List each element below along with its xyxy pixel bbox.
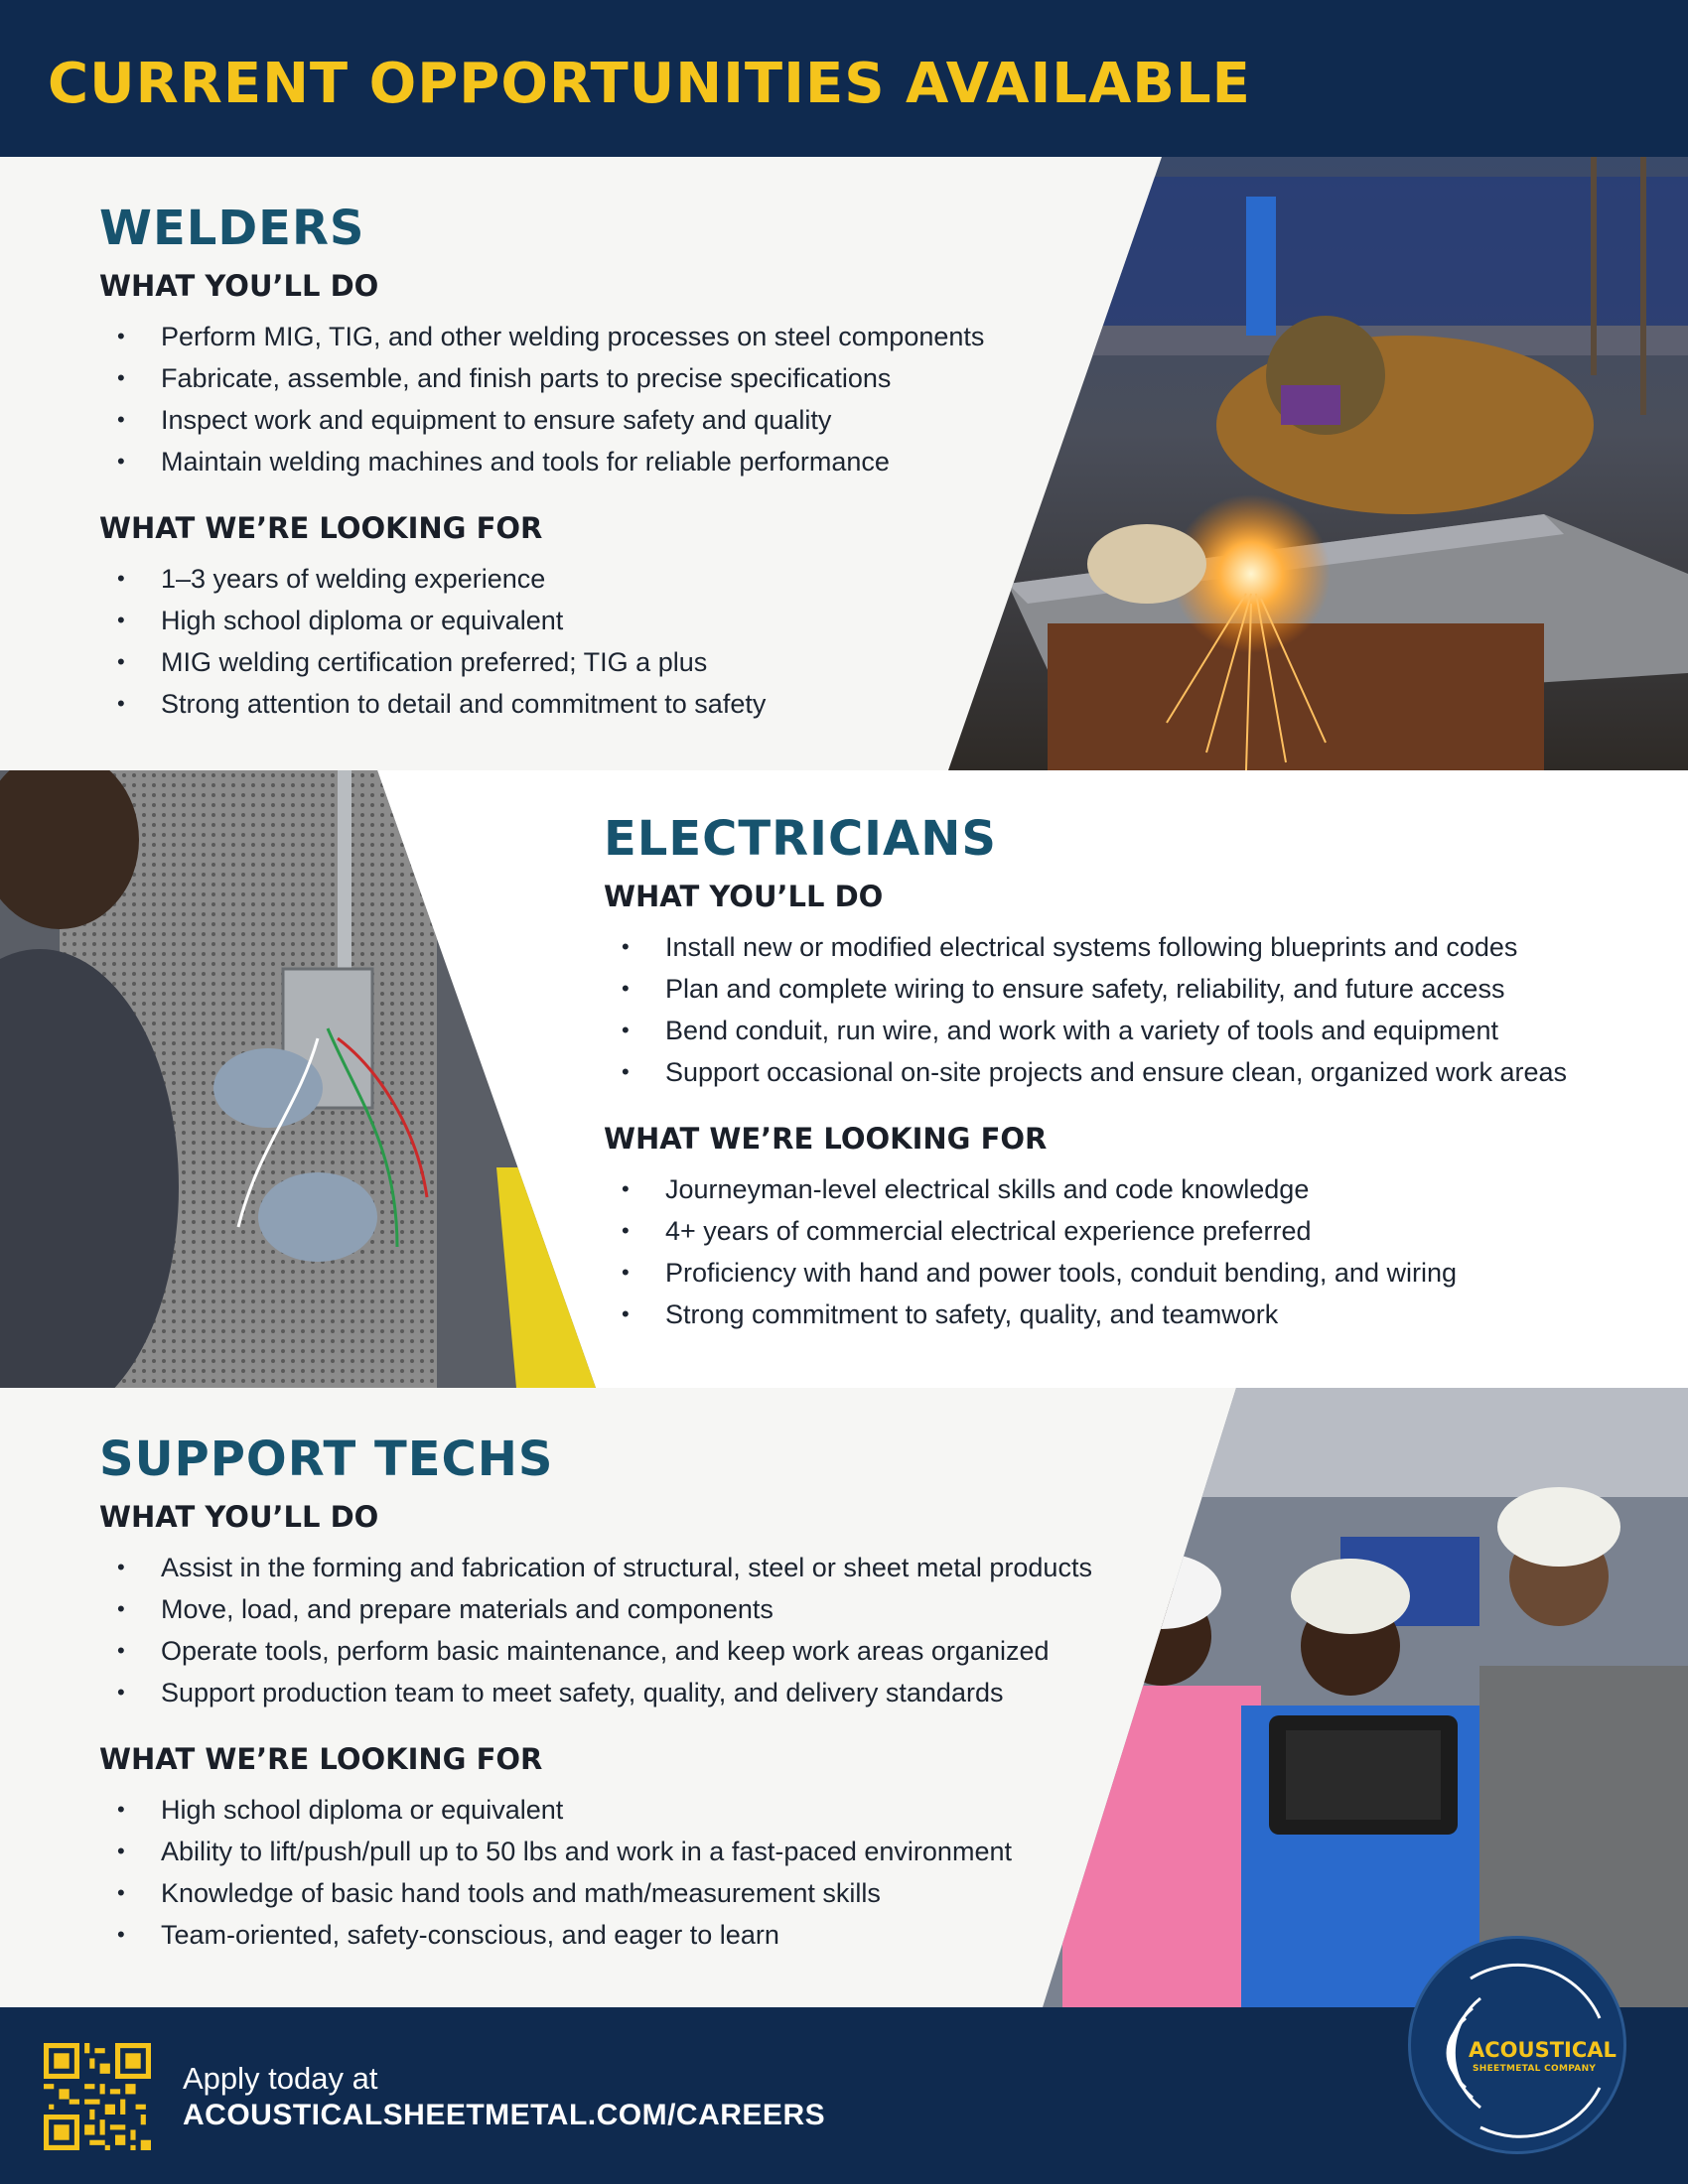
welders-look-list [99,558,993,725]
support-techs-section [99,1430,1162,1956]
logo-subtitle: SHEETMETAL COMPANY [1473,2064,1597,2074]
support-techs-do-list [99,1547,1162,1713]
company-logo [1408,1936,1626,2154]
electricians-look-list [604,1168,1656,1335]
list-item: • Strong commitment to safety, quality, and teamwork [604,1294,1656,1335]
list-item: • High school diploma or equivalent [99,1789,1162,1831]
support-techs-look-list [99,1789,1162,1956]
apply-label: Apply today at [183,2061,378,2096]
list-item: • Team-oriented, safety-conscious, and eager to learn [99,1914,1162,1956]
support-techs-title: SUPPORT TECHS [99,1432,554,1487]
list-item: • Strong attention to detail and commitment to safety [99,683,993,725]
electricians-title: ELECTRICIANS [604,811,997,867]
list-item: • Perform MIG, TIG, and other welding processes on steel components [99,316,993,357]
qr-code-icon[interactable] [44,2043,151,2150]
electricians-look-heading: WHAT WE’RE LOOKING FOR [604,1122,1048,1156]
list-item: • Assist in the forming and fabrication of structural, steel or sheet metal products [99,1547,1162,1588]
electricians-do-list [604,926,1656,1093]
list-item: • Plan and complete wiring to ensure safety, reliability, and future access [604,968,1656,1010]
list-item: • Bend conduit, run wire, and work with a variety of tools and equipment [604,1010,1656,1051]
list-item: • High school diploma or equivalent [99,600,993,641]
list-item: • Knowledge of basic hand tools and math/measurement skills [99,1872,1162,1914]
support-techs-look-heading: WHAT WE’RE LOOKING FOR [99,1742,543,1776]
list-item: • Support production team to meet safety, quality, and delivery standards [99,1672,1162,1713]
careers-link[interactable]: ACOUSTICALSHEETMETAL.COM/CAREERS [183,2099,826,2131]
list-item: • Inspect work and equipment to ensure safety and quality [99,399,993,441]
list-item: • Support occasional on-site projects and ensure clean, organized work areas [604,1051,1656,1093]
list-item: • MIG welding certification preferred; TIG a plus [99,641,993,683]
logo-name: ACOUSTICAL [1469,2038,1617,2062]
list-item: • Move, load, and prepare materials and components [99,1588,1162,1630]
list-item: • Install new or modified electrical systems following blueprints and codes [604,926,1656,968]
support-techs-do-heading: WHAT YOU’LL DO [99,1500,379,1534]
page-title: CURRENT OPPORTUNITIES AVAILABLE [48,52,1251,116]
list-item: • Fabricate, assemble, and finish parts to precise specifications [99,357,993,399]
list-item: • Ability to lift/push/pull up to 50 lbs and work in a fast-paced environment [99,1831,1162,1872]
electricians-do-heading: WHAT YOU’LL DO [604,880,884,913]
welders-section [99,199,993,725]
list-item: • Journeyman-level electrical skills and code knowledge [604,1168,1656,1210]
welders-do-heading: WHAT YOU’LL DO [99,269,379,303]
welders-look-heading: WHAT WE’RE LOOKING FOR [99,511,543,545]
list-item: • Proficiency with hand and power tools, conduit bending, and wiring [604,1252,1656,1294]
list-item: • 1–3 years of welding experience [99,558,993,600]
page-header [0,0,1688,157]
welders-title: WELDERS [99,201,365,256]
list-item: • Maintain welding machines and tools for reliable performance [99,441,993,482]
list-item: • Operate tools, perform basic maintenance, and keep work areas organized [99,1630,1162,1672]
electricians-section [604,809,1656,1335]
welders-do-list [99,316,993,482]
list-item: • 4+ years of commercial electrical experience preferred [604,1210,1656,1252]
